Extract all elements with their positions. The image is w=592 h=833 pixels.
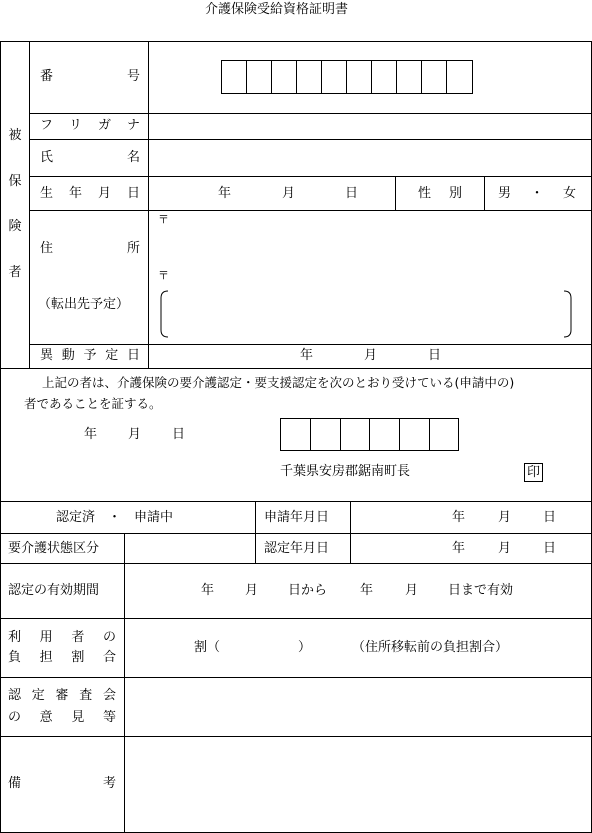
label-char: 月 [97,186,111,201]
label-char: 見 [71,710,85,725]
separator: ・ [530,186,544,201]
label-char: 会 [102,688,116,703]
care-level-field[interactable] [126,534,254,562]
label-char: 日 [126,348,140,363]
birth-year-unit: 年 [218,186,232,201]
label-char: 担 [39,650,53,665]
label-char: 住 [40,241,54,256]
validity-from-day: 日から [288,583,328,598]
certification-line-1: 上記の者は、介護保険の要介護認定・要支援認定を次のとおり受けている(申請中の) [42,375,515,390]
validity-to-day: 日まで有効 [448,583,514,598]
cert-month-unit: 月 [128,427,142,442]
number-digit-box[interactable] [371,60,372,94]
label-char: 等 [102,710,116,725]
insured-side-divider [29,41,30,368]
border-left [0,41,1,833]
application-date-label: 申請年月日 [264,510,330,525]
address-field[interactable] [150,228,590,266]
label-char: 動 [61,348,75,363]
remarks-label [8,777,116,790]
border-top [0,41,592,42]
side-char: 者 [8,264,22,280]
name-field[interactable] [150,140,590,175]
birth-day-unit: 日 [345,186,359,201]
number-digit-box[interactable] [396,60,397,94]
label-char: 号 [126,69,140,84]
change-year-unit: 年 [300,348,314,363]
validity-to-year: 年 [360,583,374,598]
insurer-digit-box[interactable] [369,418,370,451]
postal-mark: 〒 [158,213,169,226]
label-char: 用 [39,630,53,645]
label-char: の [102,630,116,645]
postal-mark-forwarding: 〒 [158,269,169,282]
row-line [29,210,592,211]
side-char: 険 [8,219,22,235]
label-char: リ [68,118,82,133]
cert-year-unit: 年 [84,427,98,442]
number-digit-box[interactable] [321,60,322,94]
change-day-unit: 日 [428,348,442,363]
sex-label [418,187,462,200]
cell-divider [484,176,485,210]
label-char: 年 [68,186,82,201]
label-char: 考 [102,776,116,791]
sex-option-male[interactable]: 男 [498,186,512,201]
change-date-label [40,349,140,362]
label-char: 番 [40,69,54,84]
section-line [0,368,592,369]
burden-ratio-field[interactable]: 割（ ） [194,640,312,655]
label-char: 定 [31,688,45,703]
row-line [0,618,592,619]
number-digit-box[interactable] [246,60,247,94]
application-month-unit: 月 [498,510,512,525]
label-char: 意 [39,710,53,725]
opinion-label-line-2 [8,711,116,724]
label-char: 認 [8,688,22,703]
label-char: 所 [126,241,140,256]
certification-line-2: 者であることを証する。 [24,396,162,411]
label-char: ガ [97,118,111,133]
label-char: 性 [418,186,432,201]
number-digit-box[interactable] [271,60,272,94]
cert-date-month-unit: 月 [498,541,512,556]
label-char: 審 [55,688,69,703]
validity-from-year: 年 [201,583,215,598]
label-char: 名 [126,150,140,165]
application-year-unit: 年 [452,510,466,525]
issuer-name: 千葉県安房郡鋸南町長 [280,464,411,479]
sex-options[interactable] [498,187,576,200]
label-col-divider [124,533,125,833]
sex-option-female[interactable]: 女 [562,186,576,201]
label-char: 者 [71,630,85,645]
care-level-label: 要介護状態区分 [8,541,100,556]
cell-divider [255,501,256,533]
label-char: 備 [8,776,22,791]
remarks-field[interactable] [126,737,590,831]
validity-label: 認定の有効期間 [8,583,100,598]
cell-divider [395,176,396,210]
cert-date-day-unit: 日 [543,541,557,556]
birth-month-unit: 月 [282,186,296,201]
insured-side-label [8,129,22,279]
cell-divider [255,533,256,563]
burden-label-line-2 [8,651,116,664]
number-digit-box[interactable] [446,60,447,94]
forwarding-address-label: （転出先予定） [38,297,130,312]
burden-note: （住所移転前の負担割合） [352,640,509,655]
label-char: の [8,710,22,725]
number-digit-box[interactable] [346,60,347,94]
insurer-digit-box[interactable] [399,418,400,451]
validity-to-month: 月 [405,583,419,598]
cert-date-year-unit: 年 [452,541,466,556]
label-char: 日 [126,186,140,201]
name-label [40,151,140,164]
official-seal-mark: 印 [524,463,543,482]
application-day-unit: 日 [543,510,557,525]
label-char: 氏 [40,150,54,165]
number-label [40,70,140,83]
opinion-label-line-1 [8,689,116,702]
label-char: 割 [71,650,85,665]
label-char: 利 [8,630,22,645]
address-label [40,242,140,255]
label-char: 定 [105,348,119,363]
number-digit-box[interactable] [421,60,422,94]
label-char: 負 [8,650,22,665]
opinion-field[interactable] [126,678,590,735]
insurer-digit-box[interactable] [429,418,430,451]
burden-label-line-1 [8,631,116,644]
status-options[interactable]: 認定済 ・ 申請中 [56,510,174,525]
cell-divider [350,501,351,563]
label-char: 予 [83,348,97,363]
label-char: ナ [126,118,140,133]
change-month-unit: 月 [364,348,378,363]
validity-from-month: 月 [245,583,259,598]
side-char: 被 [8,128,22,143]
label-char: 査 [79,688,93,703]
furigana-label [40,119,140,132]
label-char: 生 [40,186,54,201]
page-title: 介護保険受給資格証明書 [205,2,349,17]
insurer-digit-box[interactable] [310,418,311,451]
label-char: 異 [40,348,54,363]
validity-field[interactable] [126,564,590,617]
label-char: フ [40,118,54,133]
label-col-divider [148,41,149,368]
insurer-digit-box[interactable] [340,418,341,451]
number-digit-box[interactable] [296,60,297,94]
label-char: 別 [448,186,462,201]
cert-day-unit: 日 [172,427,186,442]
insured-number-boxes [221,60,473,94]
label-char: 合 [102,650,116,665]
side-char: 保 [8,173,22,189]
cert-date-label: 認定年月日 [264,541,330,556]
furigana-field[interactable] [150,114,590,138]
birth-date-label [40,187,140,200]
forwarding-address-bracket[interactable] [156,286,576,342]
